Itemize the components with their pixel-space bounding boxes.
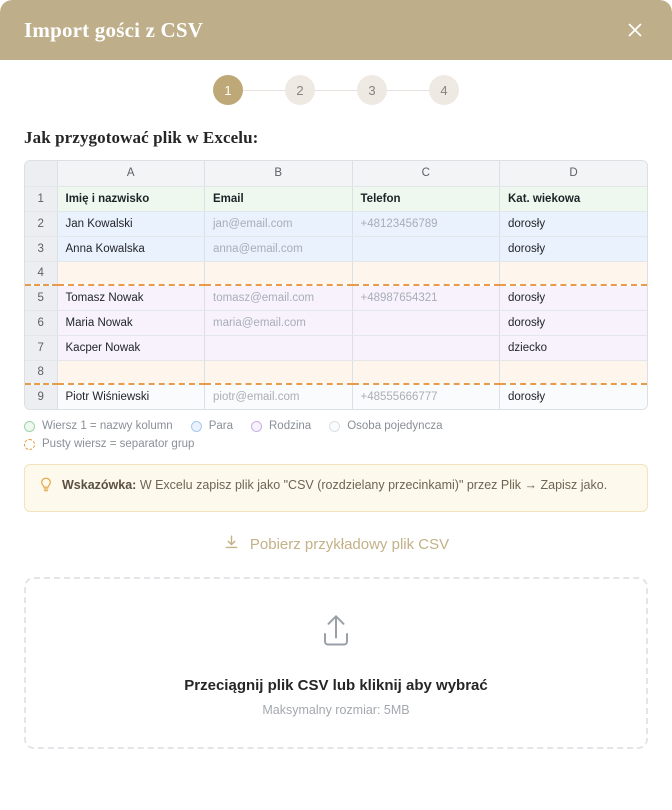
cell-b9: piotr@email.com	[205, 384, 353, 409]
cell-b1: Email	[205, 186, 353, 211]
cell-a6: Maria Nowak	[57, 310, 205, 335]
spreadsheet-preview	[24, 160, 648, 410]
cell-b6: maria@email.com	[205, 310, 353, 335]
file-dropzone[interactable]	[24, 577, 648, 749]
tip-text: W Excelu zapisz plik jako "CSV (rozdzielany przecinkami)" przez Plik → Zapisz jako.	[136, 478, 608, 492]
column-header-c: C	[352, 161, 500, 186]
stepper-step-3[interactable]	[357, 75, 387, 105]
table-column-header-row	[25, 161, 647, 186]
cell-b7	[205, 335, 353, 360]
row-number: 3	[25, 236, 57, 261]
cell-a7: Kacper Nowak	[57, 335, 205, 360]
cell-c9: +48555666777	[352, 384, 500, 409]
cell-d2: dorosły	[500, 211, 648, 236]
cell-c4	[352, 261, 500, 285]
cell-a1: Imię i nazwisko	[57, 186, 205, 211]
legend-swatch-gray-icon	[329, 421, 340, 432]
table-row-separator	[25, 360, 647, 384]
legend-label-single: Osoba pojedyncza	[347, 420, 443, 432]
column-header-a: A	[57, 161, 205, 186]
table-row	[25, 335, 647, 360]
cell-b3: anna@email.com	[205, 236, 353, 261]
download-sample-csv-button[interactable]	[223, 534, 449, 555]
stepper-step-4[interactable]	[429, 75, 459, 105]
table-row	[25, 186, 647, 211]
download-sample-csv-label: Pobierz przykładowy plik CSV	[249, 536, 450, 554]
stepper-divider-1	[243, 90, 285, 91]
cell-a3: Anna Kowalska	[57, 236, 205, 261]
stepper-divider-2	[315, 90, 357, 91]
table-row	[25, 285, 647, 310]
legend-label-pair: Para	[208, 420, 233, 432]
cell-d5: dorosły	[500, 285, 648, 310]
cell-d4	[500, 261, 648, 285]
tip-text-wrap	[62, 476, 607, 495]
download-icon	[223, 534, 240, 555]
legend-swatch-blue-icon	[191, 421, 202, 432]
legend-item-pair	[191, 420, 233, 432]
legend-label-family: Rodzina	[269, 420, 312, 432]
sheet-corner-cell	[25, 161, 57, 186]
table-row-separator	[25, 261, 647, 285]
cell-b2: jan@email.com	[205, 211, 353, 236]
section-title: Jak przygotować plik w Excelu:	[24, 128, 259, 147]
close-icon	[626, 21, 644, 39]
legend-item-family	[251, 420, 311, 432]
stepper-divider-3	[387, 90, 429, 91]
stepper-step-2-label: 2	[296, 82, 304, 98]
cell-d3: dorosły	[500, 236, 648, 261]
stepper-step-3-label: 3	[368, 82, 376, 98]
legend-swatch-green-icon	[24, 421, 35, 432]
example-table	[25, 161, 647, 409]
legend-label-separator: Pusty wiersz = separator grup	[42, 438, 195, 450]
row-number: 5	[25, 285, 57, 310]
cell-a5: Tomasz Nowak	[57, 285, 205, 310]
stepper-step-2[interactable]	[285, 75, 315, 105]
cell-a8	[57, 360, 205, 384]
cell-c6	[352, 310, 500, 335]
cell-d6: dorosły	[500, 310, 648, 335]
cell-a4	[57, 261, 205, 285]
row-number: 9	[25, 384, 57, 409]
cell-a2: Jan Kowalski	[57, 211, 205, 236]
cell-c1: Telefon	[352, 186, 500, 211]
row-number: 4	[25, 261, 57, 285]
legend-item-header-row	[24, 420, 173, 432]
stepper-step-1[interactable]	[213, 75, 243, 105]
stepper-step-4-label: 4	[440, 82, 448, 98]
legend-item-separator	[24, 438, 648, 450]
cell-b8	[205, 360, 353, 384]
table-row	[25, 384, 647, 409]
row-number: 8	[25, 360, 57, 384]
legend-item-single	[329, 420, 442, 432]
legend	[24, 420, 648, 450]
cell-c7	[352, 335, 500, 360]
legend-label-header-row: Wiersz 1 = nazwy kolumn	[42, 420, 173, 432]
cell-c3	[352, 236, 500, 261]
page-title: Import gości z CSV	[24, 17, 204, 42]
row-number: 1	[25, 186, 57, 211]
upload-icon	[313, 610, 359, 661]
dropzone-subtitle: Maksymalny rozmiar: 5MB	[262, 702, 410, 717]
lightbulb-icon	[39, 477, 53, 499]
modal-body	[0, 120, 672, 749]
cell-d7: dziecko	[500, 335, 648, 360]
tip-box	[24, 464, 648, 512]
cell-d1: Kat. wiekowa	[500, 186, 648, 211]
cell-c8	[352, 360, 500, 384]
table-row	[25, 236, 647, 261]
cell-d8	[500, 360, 648, 384]
tip-strong-label: Wskazówka:	[62, 478, 137, 492]
row-number: 2	[25, 211, 57, 236]
table-row	[25, 310, 647, 335]
close-button[interactable]	[620, 15, 650, 45]
row-number: 6	[25, 310, 57, 335]
stepper-step-1-label: 1	[224, 82, 232, 98]
row-number: 7	[25, 335, 57, 360]
cell-d9: dorosły	[500, 384, 648, 409]
cell-c5: +48987654321	[352, 285, 500, 310]
column-header-b: B	[205, 161, 353, 186]
legend-swatch-dashed-icon	[24, 439, 35, 450]
cell-c2: +48123456789	[352, 211, 500, 236]
cell-a9: Piotr Wiśniewski	[57, 384, 205, 409]
stepper	[0, 60, 672, 120]
table-row	[25, 211, 647, 236]
legend-swatch-purple-icon	[251, 421, 262, 432]
cell-b4	[205, 261, 353, 285]
modal-header	[0, 0, 672, 60]
download-sample-row	[24, 534, 648, 555]
column-header-d: D	[500, 161, 648, 186]
dropzone-title: Przeciągnij plik CSV lub kliknij aby wybrać	[184, 676, 488, 694]
cell-b5: tomasz@email.com	[205, 285, 353, 310]
